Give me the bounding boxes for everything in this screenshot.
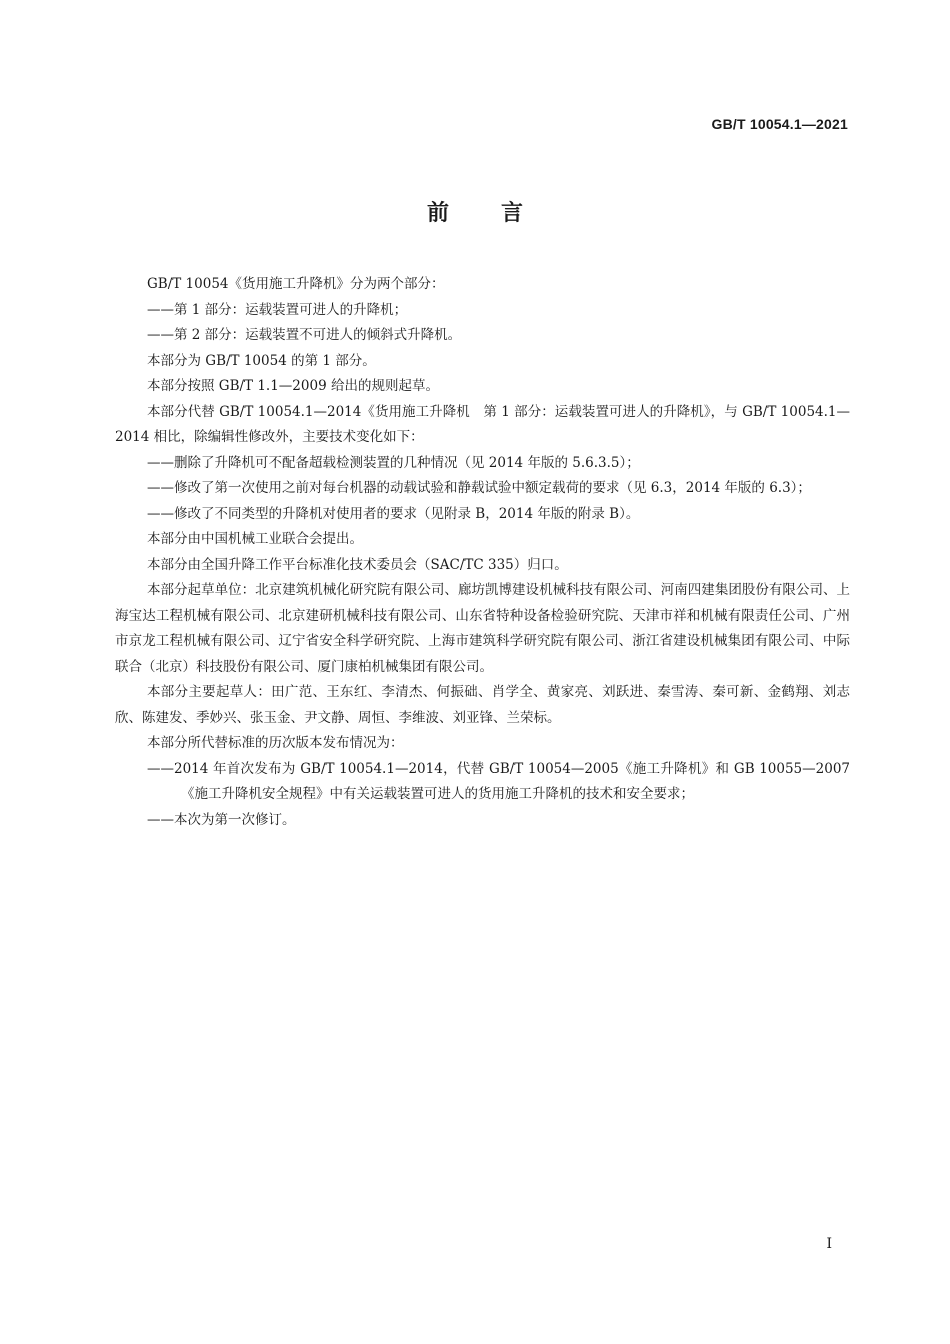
- paragraph: 本部分代替 GB/T 10054.1—2014《货用施工升降机 第 1 部分：运载装置可进人的升降机》，与 GB/T 10054.1—2014 相比，除编辑性修改外，主要技术变化如下：: [115, 403, 850, 445]
- dash-item: ——修改了不同类型的升降机对使用者的要求（见附录 B，2014 年版的附录 B）。: [147, 505, 640, 522]
- paragraph: 本部分由中国机械工业联合会提出。: [147, 531, 363, 547]
- paragraph: 本部分所代替标准的历次版本发布情况为：: [147, 735, 404, 751]
- paragraph: GB/T 10054《货用施工升降机》分为两个部分：: [147, 276, 445, 292]
- paragraph: 本部分为 GB/T 10054 的第 1 部分。: [147, 352, 376, 369]
- standard-number: GB/T 10054.1—2021: [711, 116, 848, 132]
- dash-item: ——第 2 部分：运载装置不可进人的倾斜式升降机。: [147, 327, 462, 343]
- foreword-body: [115, 272, 850, 833]
- dash-item: ——第 1 部分：运载装置可进人的升降机；: [147, 301, 408, 318]
- dash-item: ——删除了升降机可不配备超载检测装置的几种情况（见 2014 年版的 5.6.3.5）；: [147, 454, 640, 471]
- paragraph: 本部分由全国升降工作平台标准化技术委员会（SAC/TC 335）归口。: [147, 556, 568, 573]
- page-title: 前言: [426, 201, 575, 226]
- dash-item: ——修改了第一次使用之前对每台机器的动载试验和静载试验中额定载荷的要求（见 6.3，2014 年版的 6.3）；: [147, 480, 811, 496]
- dash-item: ——2014 年首次发布为 GB/T 10054.1—2014，代替 GB/T 10054—2005《施工升降机》和 GB 10055—2007《施工升降机安全规程》中有关运载装置可进人的货用施工升降机的技术和安全要求；: [147, 760, 850, 802]
- page-number: I: [826, 1236, 832, 1252]
- paragraph: 本部分起草单位：北京建筑机械化研究院有限公司、廊坊凯博建设机械科技有限公司、河南四建集团股份有限公司、上海宝达工程机械有限公司、北京建研机械科技有限公司、山东省特种设备检验研究院、天津市祥和机械有限责任公司、广州市京龙工程机械有限公司、辽宁省安全科学研究院、上海市建筑科学研究院有限公司、浙江省建设机械集团有限公司、中际联合（北京）科技股份有限公司、厦门康柏机械集团有限公司。: [115, 582, 850, 675]
- dash-item: ——本次为第一次修订。: [147, 811, 296, 828]
- paragraph: 本部分按照 GB/T 1.1—2009 给出的规则起草。: [147, 378, 439, 394]
- paragraph: 本部分主要起草人：田广范、王东红、李清杰、何振础、肖学全、黄家亮、刘跃进、秦雪涛、秦可新、金鹤翔、刘志欣、陈建发、季妙兴、张玉金、尹文静、周恒、李维波、刘亚锋、兰荣标。: [115, 684, 850, 726]
